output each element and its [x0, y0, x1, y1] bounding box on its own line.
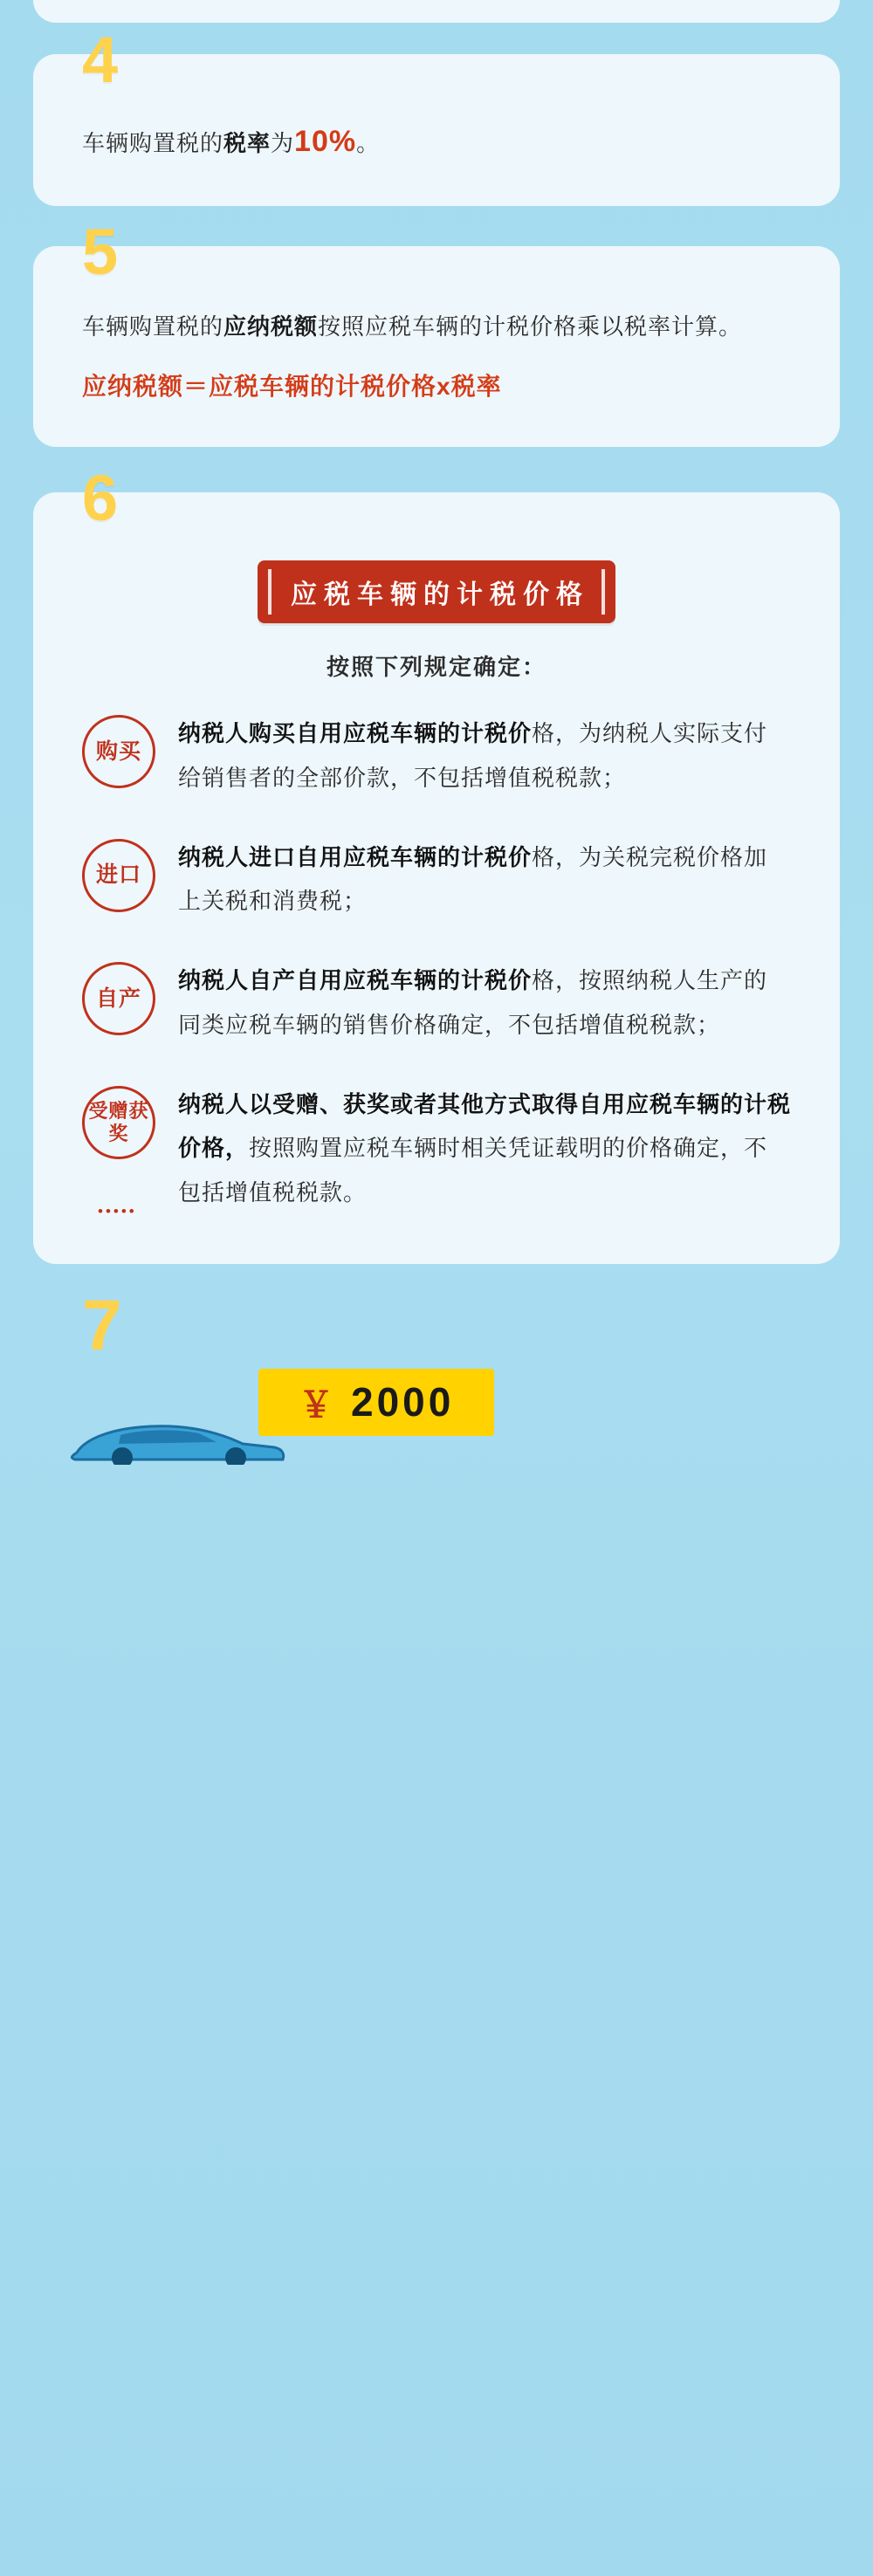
section-6-subtitle: 按照下列规定确定：	[326, 654, 546, 681]
list-item-bold: 纳税人购买自用应税车辆的计税价	[178, 720, 533, 747]
section-5-text-bold: 应纳税额	[223, 313, 319, 340]
car-icon	[68, 1404, 286, 1465]
stamp-purchase: 购买	[82, 715, 155, 788]
list-item	[82, 958, 791, 1047]
price-value: 2000	[351, 1379, 455, 1425]
section-5-text-rest: 按照应税车辆的计税价格乘以税率计算。	[318, 313, 743, 340]
section-4-text-prefix: 车辆购置税的	[82, 130, 224, 156]
list-item-bold: 纳税人进口自用应税车辆的计税价	[178, 843, 533, 870]
card-bottom-edge	[33, 0, 840, 23]
section-5-text-prefix: 车辆购置税的	[82, 313, 224, 340]
list-item-bold: 纳税人以受赠、获奖或者其他方式取得自用应税车辆的计税价格，	[178, 1090, 792, 1162]
list-item-rest: 格，为关税完税价格加上关税和消费税；	[178, 843, 768, 915]
section-5-paragraph	[82, 304, 791, 349]
list-item-text	[178, 835, 791, 924]
stamp-self-produced: 自产	[82, 962, 155, 1035]
list-item-bold: 纳税人自产自用应税车辆的计税价	[178, 967, 533, 994]
price-tag	[258, 1369, 494, 1436]
section-4-paragraph	[82, 112, 791, 171]
section-5-formula: 应纳税额＝应税车辆的计税价格x税率	[82, 373, 502, 400]
list-item-rest: 格，按照纳税人生产的同类应税车辆的销售价格确定，不包括增值税税款；	[178, 967, 768, 1038]
section-number-6: 6	[82, 462, 119, 535]
section-5-card	[33, 246, 840, 447]
list-item	[82, 835, 791, 924]
stamp-import: 进口	[82, 839, 155, 912]
section-7	[33, 1285, 840, 1468]
section-number-4: 4	[82, 24, 119, 96]
list-item	[82, 1082, 792, 1219]
section-number-7: 7	[82, 1285, 122, 1365]
list-item-text	[178, 711, 791, 800]
section-5	[33, 216, 840, 447]
list-item-text	[178, 1082, 791, 1215]
section-4-text-mid: 为	[271, 130, 295, 156]
section-4-text-bold: 税率	[223, 130, 272, 156]
stamp-gift-award: 受赠获奖	[82, 1086, 155, 1159]
section-4	[33, 24, 840, 206]
list-item	[82, 711, 791, 800]
section-4-card	[33, 54, 840, 206]
decorative-dots: •••••	[98, 1202, 137, 1219]
list-item-rest: 格，为纳税人实际支付给销售者的全部价款，不包括增值税税款；	[178, 720, 768, 792]
section-6	[33, 462, 840, 1263]
section-4-text-suffix: 。	[356, 130, 381, 156]
section-number-5: 5	[82, 216, 119, 288]
list-item-text	[178, 958, 791, 1047]
section-4-rate-highlight: 10%	[294, 125, 357, 158]
section-6-ribbon-title: 应税车辆的计税价格	[258, 560, 615, 623]
yen-icon: ￥	[299, 1385, 337, 1425]
list-item-rest: 按照购置应税车辆时相关凭证载明的价格确定，不包括增值税税款。	[178, 1135, 768, 1206]
previous-card-edge	[33, 0, 840, 23]
section-6-ribbon-wrap	[82, 560, 791, 623]
section-6-card	[33, 492, 840, 1263]
